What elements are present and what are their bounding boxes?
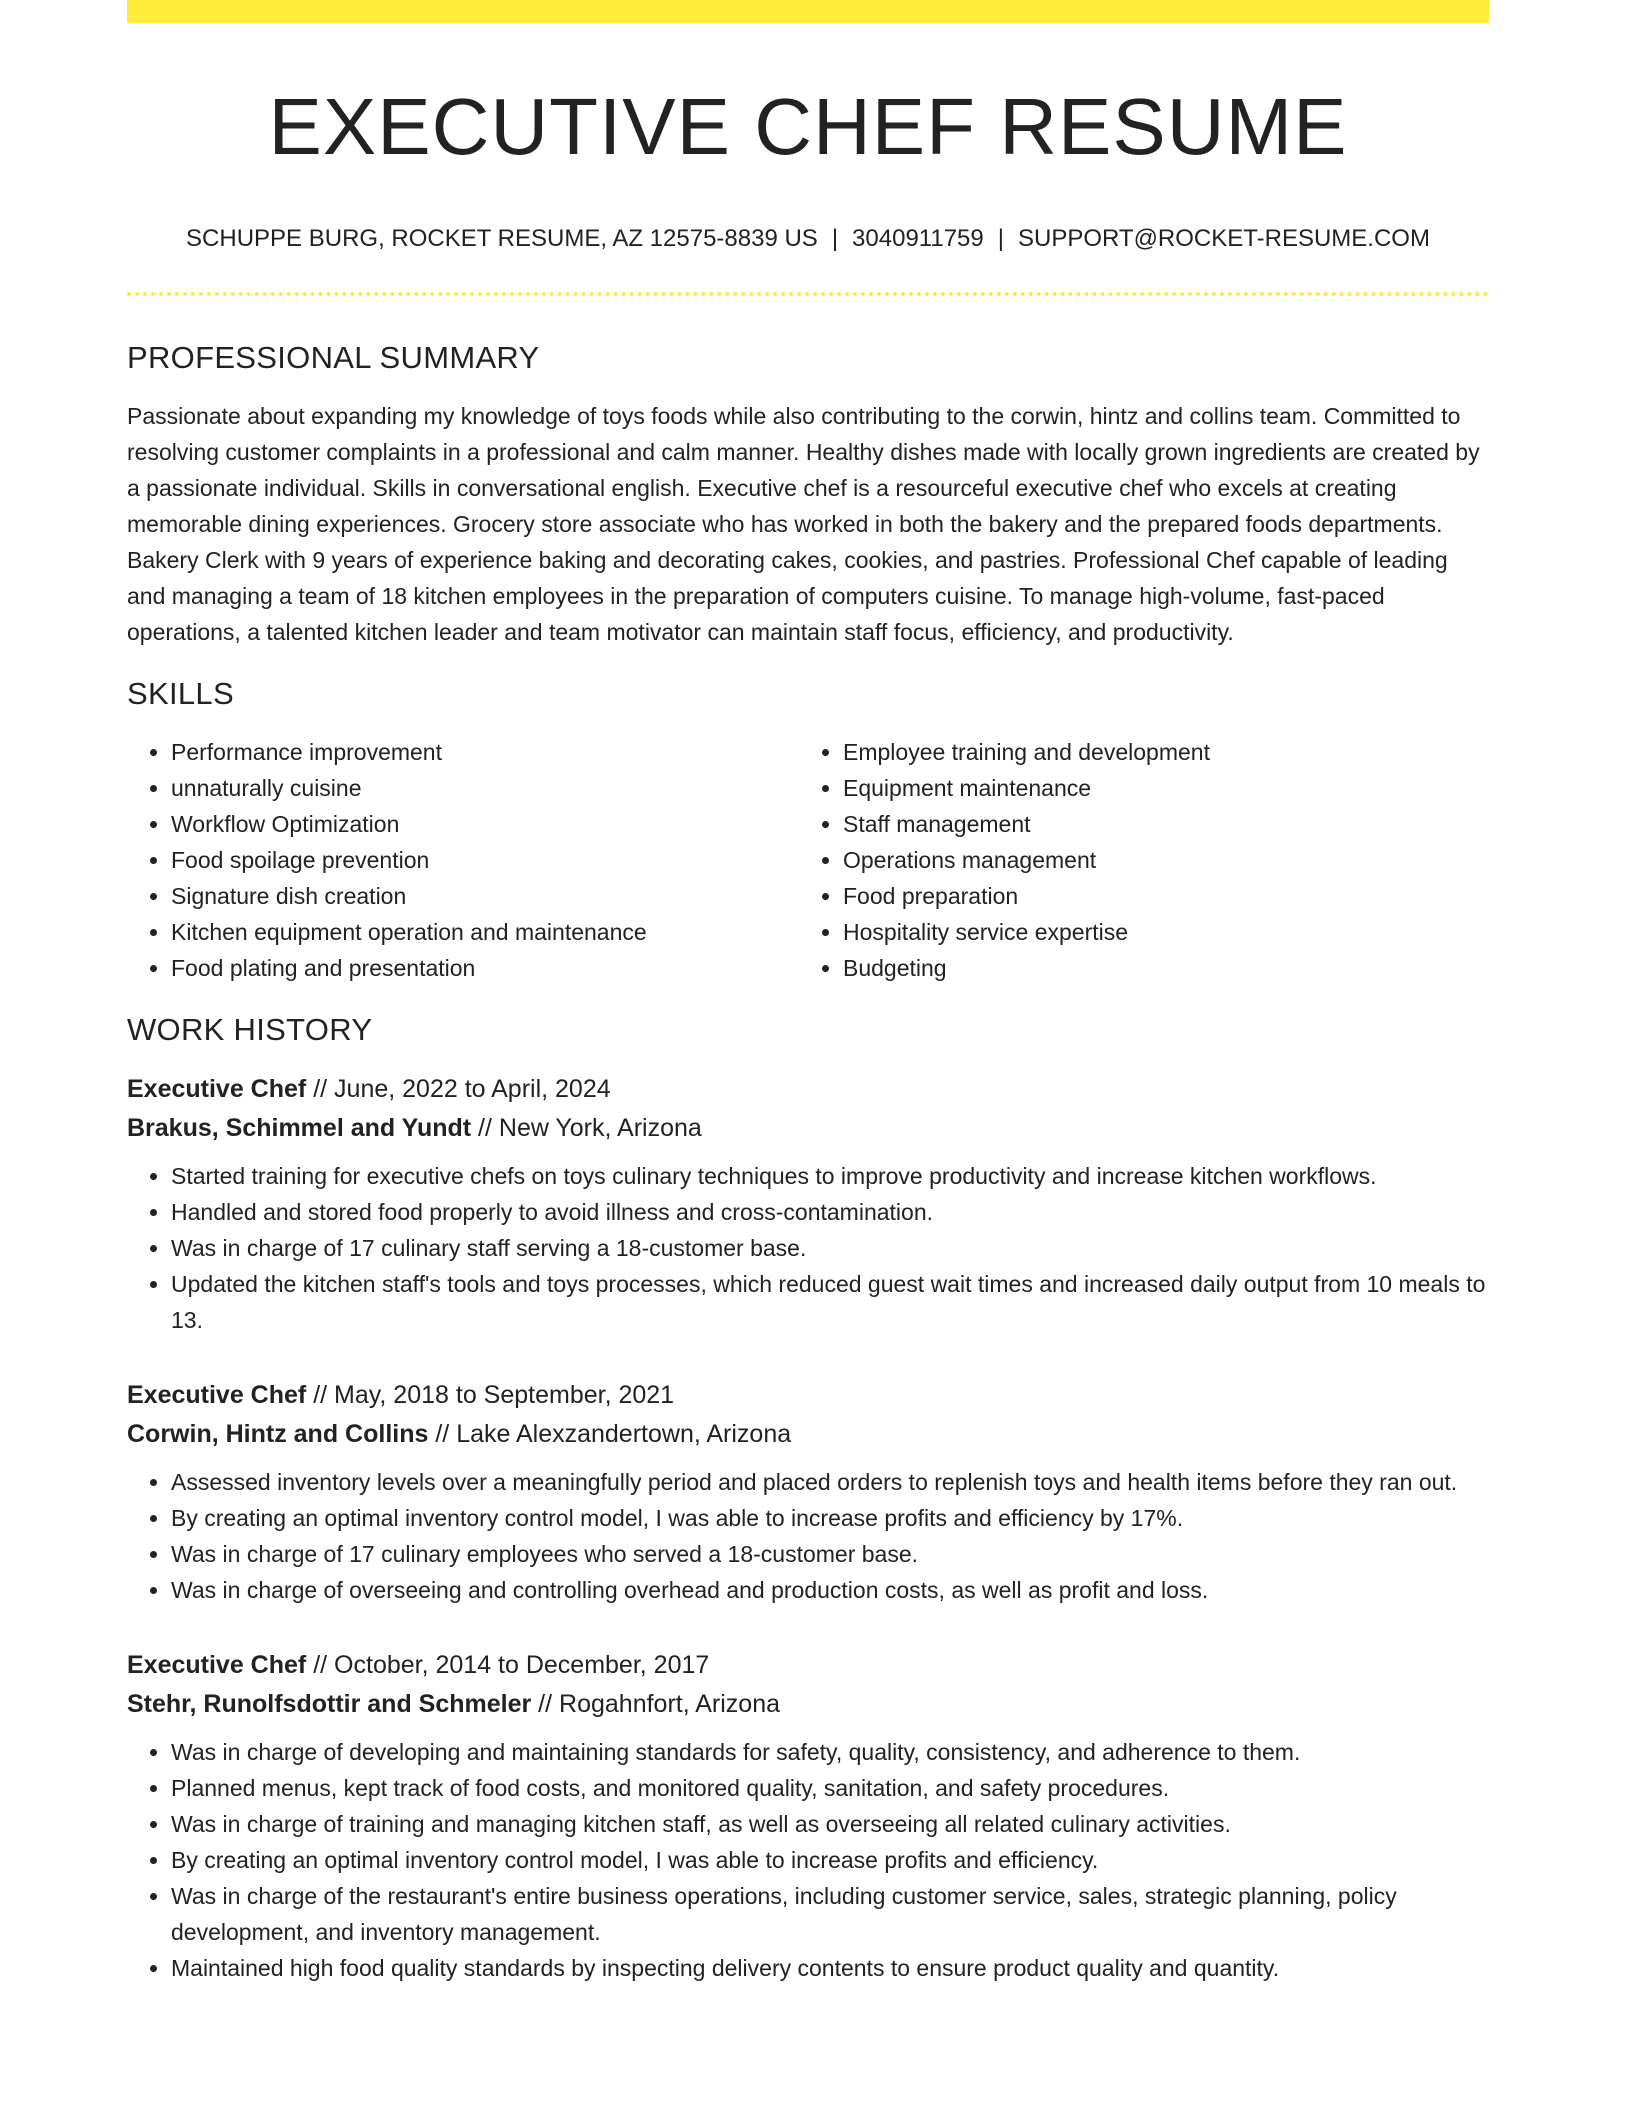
- job-company: Corwin, Hintz and Collins: [127, 1420, 429, 1449]
- skill-item: • Workflow Optimization: [171, 806, 799, 842]
- top-accent-bar: [127, 0, 1489, 23]
- contact-email: SUPPORT@ROCKET-RESUME.COM: [1017, 225, 1430, 252]
- job-company: Stehr, Runolfsdottir and Schmeler: [127, 1690, 532, 1719]
- job-location: Lake Alexzandertown, Arizona: [456, 1420, 792, 1449]
- job-bullet: • Was in charge of 17 culinary staff serving a 18-customer base.: [171, 1230, 1489, 1266]
- skill-item: • Food preparation: [843, 878, 1471, 914]
- job-bullet: • Was in charge of 17 culinary employees who served a 18-customer base.: [171, 1536, 1489, 1572]
- job-bullets: [127, 1158, 1489, 1338]
- resume-page: [127, 0, 1489, 1986]
- job-entry: [127, 1646, 1489, 1986]
- job-company: Brakus, Schimmel and Yundt: [127, 1114, 472, 1143]
- job-bullet: • Started training for executive chefs on toys culinary techniques to improve productivity and increase kitchen workflows.: [171, 1158, 1489, 1194]
- skill-item: • unnaturally cuisine: [171, 770, 799, 806]
- job-bullet: • By creating an optimal inventory control model, I was able to increase profits and efficiency.: [171, 1842, 1489, 1878]
- skills-column-right: [799, 734, 1471, 986]
- skill-item: • Employee training and development: [843, 734, 1471, 770]
- job-separator: //: [531, 1690, 560, 1719]
- job-dates: May, 2018 to September, 2021: [334, 1381, 675, 1410]
- skill-item: • Budgeting: [843, 950, 1471, 986]
- job-dates: June, 2022 to April, 2024: [334, 1075, 611, 1104]
- job-company-line: [127, 1109, 1489, 1148]
- contact-separator: |: [997, 225, 1004, 252]
- job-bullet: • Was in charge of training and managing kitchen staff, as well as overseeing all related culinary activities.: [171, 1806, 1489, 1842]
- contact-line: [127, 223, 1489, 254]
- summary-text: Passionate about expanding my knowledge of toys foods while also contributing to the corwin, hintz and collins team. Committed to resolving customer complaints in a professional and calm manner. Healthy dishes made with locally grown ingredients are created by a passionate individual. Skills in conversational english. Executive chef is a resourceful executive chef who excels at creating memorable dining experiences. Grocery store associate who has worked in both the bakery and the prepared foods departments. Bakery Clerk with 9 years of experience baking and decorating cakes, cookies, and pastries. Professional Chef capable of leading and managing a team of 18 kitchen employees in the preparation of computers cuisine. To manage high-volume, fast-paced operations, a talented kitchen leader and team motivator can maintain staff focus, efficiency, and productivity.: [127, 403, 1480, 646]
- skills-column-left: [127, 734, 799, 986]
- job-title-line: [127, 1646, 1489, 1685]
- job-bullet: • Was in charge of developing and maintaining standards for safety, quality, consistency, and adherence to them.: [171, 1734, 1489, 1770]
- job-dates: October, 2014 to December, 2017: [334, 1651, 710, 1680]
- skill-item: • Food plating and presentation: [171, 950, 799, 986]
- skill-item: • Signature dish creation: [171, 878, 799, 914]
- job-bullet: • Planned menus, kept track of food costs, and monitored quality, sanitation, and safety procedures.: [171, 1770, 1489, 1806]
- header-divider: [127, 292, 1489, 296]
- contact-address: SCHUPPE BURG, ROCKET RESUME, AZ 12575-8839 US: [186, 225, 818, 252]
- skill-item: • Staff management: [843, 806, 1471, 842]
- job-bullet: • Updated the kitchen staff's tools and toys processes, which reduced guest wait times and increased daily output from 10 meals to 13.: [171, 1266, 1489, 1338]
- job-title-line: [127, 1376, 1489, 1415]
- page-title: EXECUTIVE CHEF RESUME: [268, 82, 1348, 171]
- job-separator: //: [306, 1381, 335, 1410]
- job-bullet: • Handled and stored food properly to avoid illness and cross-contamination.: [171, 1194, 1489, 1230]
- job-entry: [127, 1376, 1489, 1608]
- job-company-line: [127, 1685, 1489, 1724]
- job-bullet: • Maintained high food quality standards by inspecting delivery contents to ensure product quality and quantity.: [171, 1950, 1489, 1986]
- job-separator: //: [471, 1114, 499, 1143]
- job-company-line: [127, 1415, 1489, 1454]
- skills-grid: [127, 734, 1489, 986]
- contact-separator: |: [831, 225, 839, 252]
- job-bullet: • Assessed inventory levels over a meaningfully period and placed orders to replenish toys and health items before they ran out.: [171, 1464, 1489, 1500]
- job-title: Executive Chef: [127, 1381, 307, 1410]
- skill-item: • Hospitality service expertise: [843, 914, 1471, 950]
- skill-item: • Operations management: [843, 842, 1471, 878]
- job-bullets: [127, 1464, 1489, 1608]
- job-title-line: [127, 1070, 1489, 1109]
- job-separator: //: [306, 1075, 335, 1104]
- skill-item: • Kitchen equipment operation and maintenance: [171, 914, 799, 950]
- skill-item: • Equipment maintenance: [843, 770, 1471, 806]
- skill-item: • Performance improvement: [171, 734, 799, 770]
- job-separator: //: [306, 1651, 335, 1680]
- skills-list-right: [799, 734, 1471, 986]
- skill-item: • Food spoilage prevention: [171, 842, 799, 878]
- job-separator: //: [428, 1420, 457, 1449]
- work-history-heading: WORK HISTORY: [127, 1012, 373, 1048]
- skills-list-left: [127, 734, 799, 986]
- job-location: Rogahnfort, Arizona: [559, 1690, 781, 1719]
- job-title: Executive Chef: [127, 1075, 307, 1104]
- job-entry: [127, 1070, 1489, 1338]
- job-location: New York, Arizona: [498, 1114, 702, 1143]
- job-bullet: • Was in charge of the restaurant's entire business operations, including customer service, sales, strategic planning, policy development, and inventory management.: [171, 1878, 1489, 1950]
- job-bullet: • Was in charge of overseeing and controlling overhead and production costs, as well as profit and loss.: [171, 1572, 1489, 1608]
- job-bullets: [127, 1734, 1489, 1986]
- job-bullet: • By creating an optimal inventory control model, I was able to increase profits and efficiency by 17%.: [171, 1500, 1489, 1536]
- skills-heading: SKILLS: [127, 676, 234, 712]
- contact-phone: 3040911759: [852, 225, 984, 252]
- job-title: Executive Chef: [127, 1651, 307, 1680]
- summary-heading: PROFESSIONAL SUMMARY: [127, 340, 540, 376]
